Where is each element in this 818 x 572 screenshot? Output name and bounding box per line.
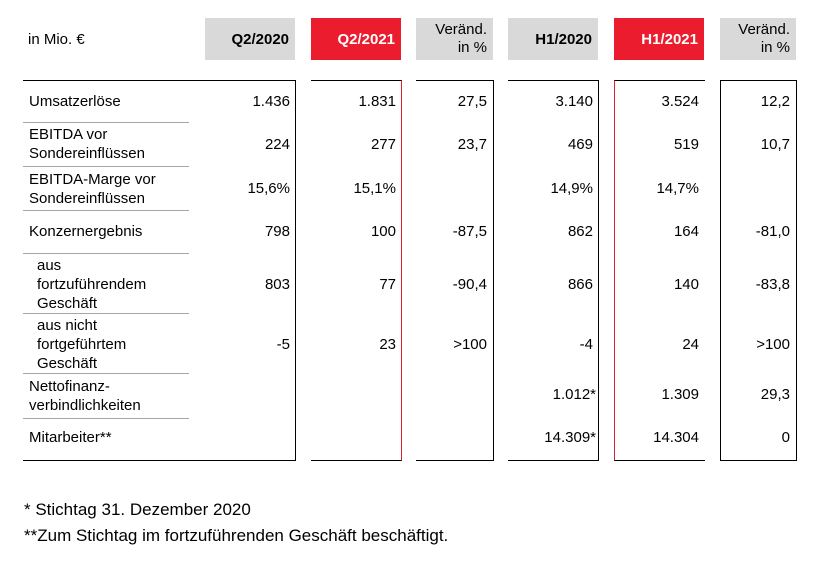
header-change-h xyxy=(720,18,796,60)
cell-q2-2021: 277 xyxy=(370,136,396,153)
row-separator xyxy=(23,253,189,254)
cell-change-q: 27,5 xyxy=(457,93,487,110)
cell-h1-2021: 14.304 xyxy=(653,429,699,446)
row-label-ebitda: EBITDA vor Sondereinflüssen xyxy=(29,126,145,162)
cell-change-h: -81,0 xyxy=(755,223,790,240)
cell-change-h: 12,2 xyxy=(760,93,790,110)
cell-change-h: 29,3 xyxy=(760,386,790,403)
header-h1-2021: H1/2021 xyxy=(614,18,704,60)
cell-q2-2021: 100 xyxy=(370,223,396,240)
row-label-fortzufuehrend: aus fortzuführendem Geschäft xyxy=(37,257,147,312)
header-q2-2020: Q2/2020 xyxy=(205,18,295,60)
cell-q2-2020: 803 xyxy=(264,276,290,293)
cell-change-q: -87,5 xyxy=(452,223,487,240)
cell-q2-2021: 23 xyxy=(379,336,396,353)
cell-h1-2020: 3.140 xyxy=(555,93,593,110)
cell-change-h: -83,8 xyxy=(755,276,790,293)
row-label-nicht-fortgefuehrt: aus nicht fortgeführtem Geschäft xyxy=(37,317,127,372)
footnote-stichtag: * Stichtag 31. Dezember 2020 xyxy=(24,500,251,519)
cell-h1-2021: 14,7% xyxy=(656,180,699,197)
cell-q2-2021: 77 xyxy=(379,276,396,293)
cell-h1-2021: 3.524 xyxy=(661,93,699,110)
cell-change-h: 10,7 xyxy=(760,136,790,153)
cell-change-q: 23,7 xyxy=(457,136,487,153)
footnote-mitarbeiter: **Zum Stichtag im fortzuführenden Geschäft beschäftigt. xyxy=(24,526,449,545)
unit-label: in Mio. € xyxy=(28,31,85,48)
row-label-konzernergebnis: Konzernergebnis xyxy=(29,223,143,240)
cell-h1-2021: 164 xyxy=(673,223,699,240)
cell-change-h: 0 xyxy=(781,429,790,446)
row-separator xyxy=(23,210,189,211)
header-change-h-line2: in % xyxy=(760,39,790,56)
row-separator xyxy=(23,166,189,167)
row-separator xyxy=(23,373,189,374)
cell-h1-2021: 519 xyxy=(673,136,699,153)
cell-h1-2021: 1.309 xyxy=(661,386,699,403)
row-separator xyxy=(23,122,189,123)
header-change-h-line1: Veränd. xyxy=(738,21,790,38)
cell-change-h: >100 xyxy=(756,336,790,353)
row-separator xyxy=(23,418,189,419)
header-h1-2020: H1/2020 xyxy=(508,18,598,60)
cell-h1-2020: 14.309* xyxy=(544,429,596,446)
cell-h1-2020: 1.012* xyxy=(552,386,596,403)
cell-q2-2020: 15,6% xyxy=(247,180,290,197)
cell-h1-2020: 14,9% xyxy=(550,180,593,197)
cell-h1-2020: 866 xyxy=(567,276,593,293)
row-label-ebitda-marge: EBITDA-Marge vor Sondereinflüssen xyxy=(29,171,156,207)
header-change-q-line1: Veränd. xyxy=(435,21,487,38)
cell-h1-2020: 469 xyxy=(567,136,593,153)
cell-q2-2020: 1.436 xyxy=(252,93,290,110)
cell-h1-2020: 862 xyxy=(567,223,593,240)
row-label-nettofinanz: Nettofinanz- verbindlichkeiten xyxy=(29,378,141,414)
cell-q2-2021: 15,1% xyxy=(353,180,396,197)
row-label-umsatzerloese: Umsatzerlöse xyxy=(29,93,121,110)
cell-h1-2021: 140 xyxy=(673,276,699,293)
header-change-q xyxy=(416,18,493,60)
cell-q2-2021: 1.831 xyxy=(358,93,396,110)
row-separator xyxy=(23,313,189,314)
cell-q2-2020: 224 xyxy=(264,136,290,153)
cell-h1-2021: 24 xyxy=(682,336,699,353)
cell-q2-2020: 798 xyxy=(264,223,290,240)
header-q2-2021: Q2/2021 xyxy=(311,18,401,60)
cell-change-q: -90,4 xyxy=(452,276,487,293)
header-change-q-line2: in % xyxy=(457,39,487,56)
cell-h1-2020: -4 xyxy=(579,336,593,353)
cell-change-q: >100 xyxy=(453,336,487,353)
row-label-mitarbeiter: Mitarbeiter** xyxy=(29,429,112,446)
cell-q2-2020: -5 xyxy=(276,336,290,353)
